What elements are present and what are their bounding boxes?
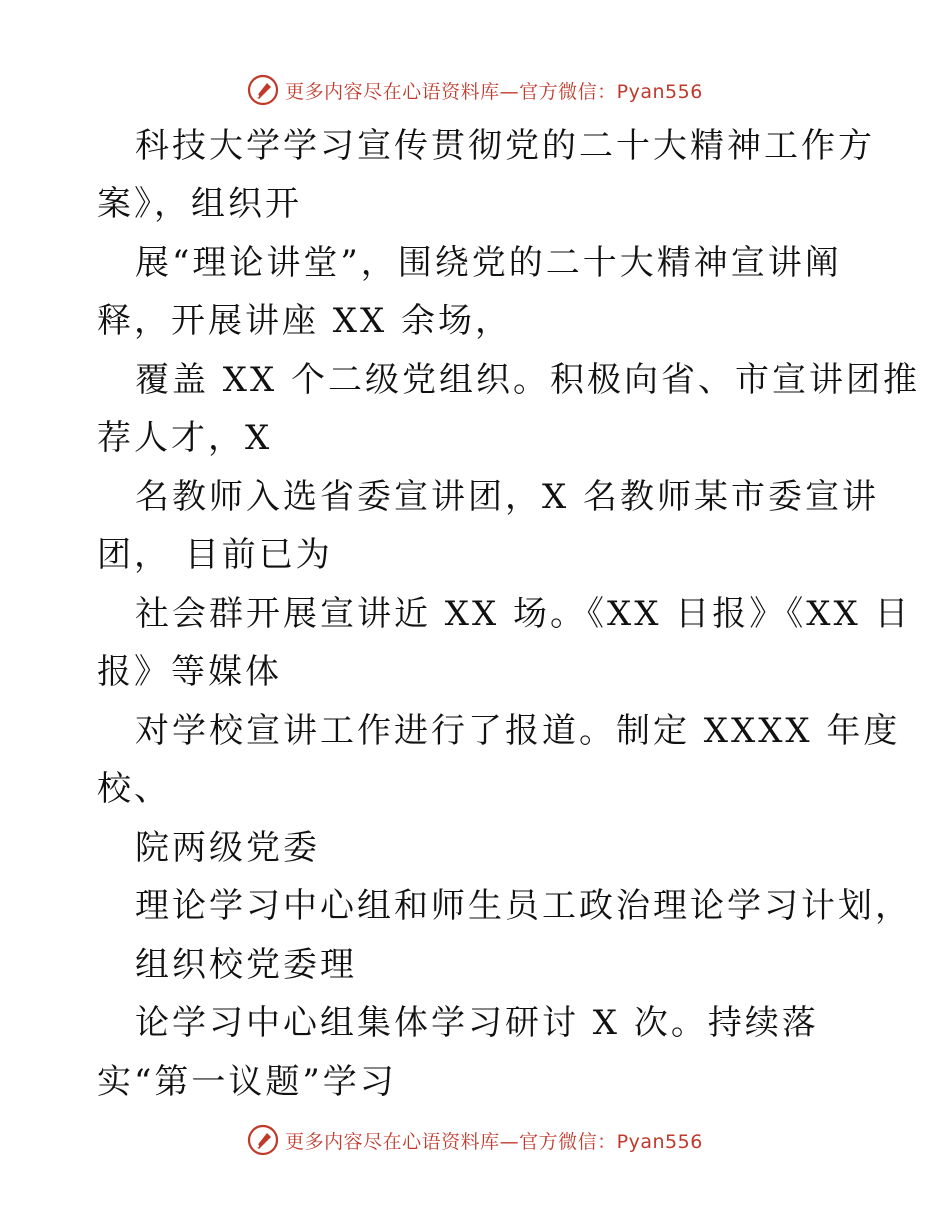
header-banner — [0, 70, 950, 110]
footer-banner — [0, 1120, 950, 1160]
pen-nib-logo-icon — [247, 1124, 279, 1156]
footer-banner-text: 更多内容尽在心语资料库—官方微信：Pyan556 — [285, 1130, 703, 1153]
text-line: 科技大学学习宣传贯彻党的二十大精神工作方 — [135, 126, 875, 166]
text-line: 对学校宣讲工作进行了报道。制定 XXXX 年度 — [135, 711, 901, 751]
pen-nib-logo-icon — [247, 74, 279, 106]
text-line: 社会群开展宣讲近 XX 场。《XX 日报》《XX 日 — [135, 594, 912, 634]
text-line: 团， 目前已为 — [97, 535, 333, 575]
text-line: 论学习中心组集体学习研讨 X 次。持续落 — [135, 1003, 819, 1043]
header-banner-text: 更多内容尽在心语资料库—官方微信：Pyan556 — [285, 80, 703, 103]
text-line: 理论学习中心组和师生员工政治理论学习计划， — [135, 886, 912, 926]
text-line: 校、 — [97, 769, 171, 809]
text-line: 院两级党委 — [135, 828, 320, 868]
text-line: 名教师入选省委宣讲团，X 名教师某市委宣讲 — [135, 477, 880, 517]
text-line: 报》等媒体 — [97, 652, 282, 692]
text-line: 展“理论讲堂”，围绕党的二十大精神宣讲阐 — [135, 243, 842, 283]
text-line: 实“第一议题”学习 — [97, 1062, 397, 1102]
text-line: 覆盖 XX 个二级党组织。积极向省、市宣讲团推 — [135, 360, 921, 400]
text-line: 组织校党委理 — [135, 945, 357, 985]
text-line: 荐人才，X — [97, 418, 273, 458]
text-line: 释，开展讲座 XX 余场， — [97, 301, 513, 341]
text-line: 案》，组织开 — [97, 184, 302, 224]
